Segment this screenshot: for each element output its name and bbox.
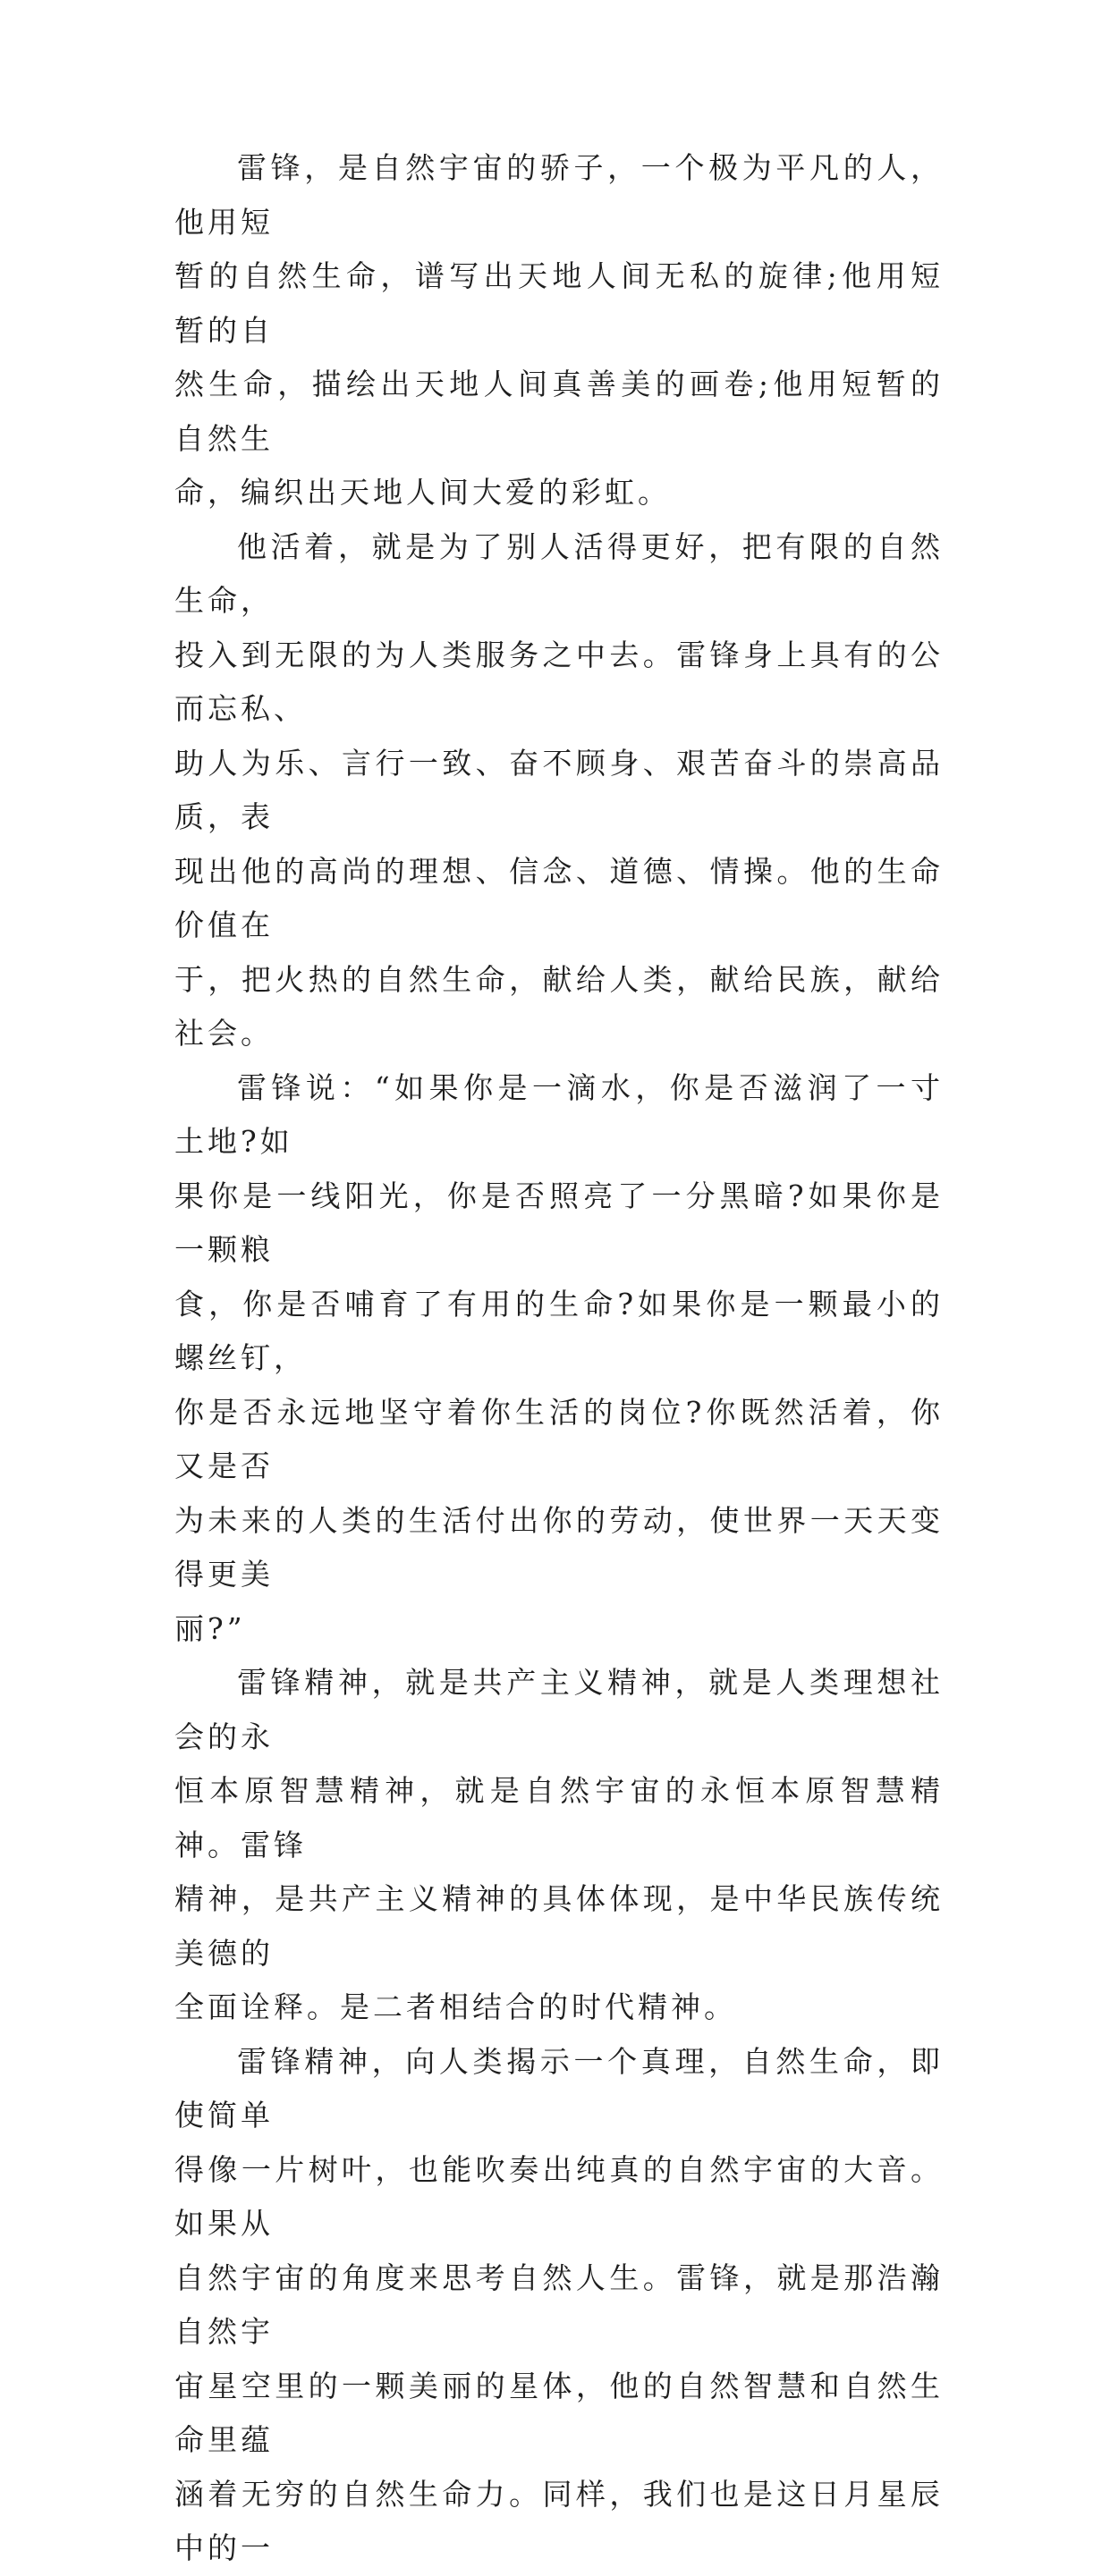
paragraph-4: 雷锋精神，就是共产主义精神，就是人类理想社会的永 恒本原智慧精神，就是自然宇宙的永恒本原智慧精神。雷锋 精神，是共产主义精神的具体体现，是中华民族传统美德的 全面诠释。是二者相结合的时代精神。	[174, 1665, 944, 2024]
paragraph-3: 雷锋说：“如果你是一滴水，你是否滋润了一寸土地?如 果你是一线阳光，你是否照亮了一分黑暗?如果你是一颗粮 食，你是否哺育了有用的生命?如果你是一颗最小的螺丝钉， 你是否永远地坚守着你生活的岗位?你既然活着，你又是否 为未来的人类的生活付出你的劳动，使世界一天天变得更美 丽?”	[174, 1069, 944, 1646]
paragraph-5: 雷锋精神，向人类揭示一个真理，自然生命，即使简单 得像一片树叶，也能吹奏出纯真的自然宇宙的大音。如果从 自然宇宙的角度来思考自然人生。雷锋，就是那浩瀚自然宇 宙星空里的一颗美丽的星体，他的自然智慧和自然生命里蕴 涵着无穷的自然生命力。同样，我们也是这日月星辰中的一	[174, 2043, 944, 2565]
document-body	[174, 141, 944, 2576]
paragraph-2: 他活着，就是为了别人活得更好，把有限的自然生命， 投入到无限的为人类服务之中去。雷锋身上具有的公而忘私、 助人为乐、言行一致、奋不顾身、艰苦奋斗的崇高品质，表 现出他的高尚的理想、信念、道德、情操。他的生命价值在 于，把火热的自然生命，献给人类，献给民族，献给社会。	[174, 528, 944, 1051]
paragraph-1: 雷锋，是自然宇宙的骄子，一个极为平凡的人，他用短 暂的自然生命，谱写出天地人间无私的旋律;他用短暂的自 然生命，描绘出天地人间真善美的画卷;他用短暂的自然生 命，编织出天地人间大爱的彩虹。	[174, 150, 944, 510]
